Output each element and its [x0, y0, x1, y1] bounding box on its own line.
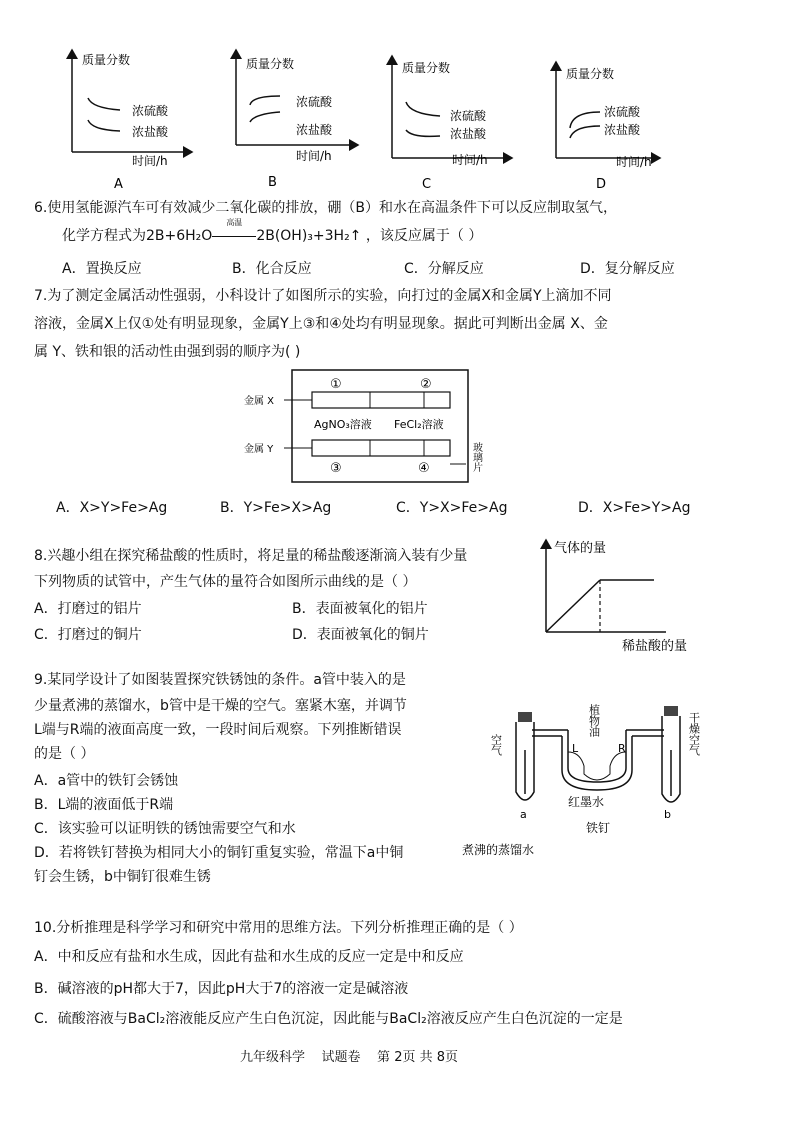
q6-eq-pre: 化学方程式为2B+6H₂O — [62, 228, 213, 244]
q7-sol-2: FeCl₂溶液 — [394, 418, 444, 431]
graph-d-line1: 浓硫酸 — [604, 105, 641, 119]
q6-condition: 高温 — [226, 218, 243, 227]
graph-b-line2: 浓盐酸 — [296, 123, 333, 137]
q9-line4: 的是（ ） — [34, 746, 95, 762]
graph-a-letter: A — [114, 177, 123, 192]
graph-a-line1: 浓硫酸 — [132, 104, 169, 118]
q7-glass: 玻璃片 — [470, 442, 482, 472]
graph-c-line2: 浓盐酸 — [450, 127, 487, 141]
graph-c-xlabel: 时间/h — [452, 153, 488, 167]
q6-eq-arrow — [212, 218, 256, 237]
graph-b-line1: 浓硫酸 — [296, 95, 333, 109]
q9-boiled-water: 煮沸的蒸馏水 — [462, 843, 535, 857]
q6-option-d[interactable]: D．复分解反应 — [580, 261, 675, 277]
q8-option-b[interactable]: B．表面被氧化的铝片 — [292, 601, 428, 617]
q6-eq-post: 2B(OH)₃+3H₂↑ ，该反应属于（ ） — [256, 228, 483, 244]
graph-d — [556, 62, 660, 192]
q10-option-b[interactable]: B．碱溶液的pH都大于7，因此pH大于7的溶液一定是碱溶液 — [34, 981, 409, 997]
q10-option-a[interactable]: A．中和反应有盐和水生成，因此有盐和水生成的反应一定是中和反应 — [34, 949, 464, 965]
q9-option-a[interactable]: A．a管中的铁钉会锈蚀 — [34, 773, 179, 789]
q8-option-c[interactable]: C．打磨过的铜片 — [34, 627, 142, 643]
q8-option-a[interactable]: A．打磨过的铝片 — [34, 601, 142, 617]
graph-a-xlabel: 时间/h — [132, 154, 168, 168]
q7-num-4: ④ — [418, 461, 430, 476]
q6-option-b[interactable]: B．化合反应 — [232, 261, 312, 277]
q7-line2: 溶液，金属X上仅①处有明显现象，金属Y上③和④处均有明显现象。据此可判断出金属 X、金 — [34, 316, 608, 332]
graph-d-ylabel: 质量分数 — [566, 67, 615, 81]
q6-option-c[interactable]: C．分解反应 — [404, 261, 484, 277]
q9-air: 空气 — [489, 734, 503, 756]
q9-line2: 少量煮沸的蒸馏水，b管中是干燥的空气。塞紧木塞，并调节 — [34, 698, 407, 714]
q7-line1: 7.为了测定金属活动性强弱，小科设计了如图所示的实验，向打过的金属X和金属Y上滴加不同 — [34, 288, 612, 304]
q8-option-d[interactable]: D．表面被氧化的铜片 — [292, 627, 429, 643]
graph-c — [392, 56, 512, 192]
q6-line1: 6.使用氢能源汽车可有效减少二氧化碳的排放，硼（B）和水在高温条件下可以反应制取氢气， — [34, 200, 617, 216]
q8-graph — [530, 532, 710, 656]
q8-graph-ylabel: 气体的量 — [554, 541, 607, 556]
q9-red-water: 红墨水 — [568, 795, 605, 809]
graph-d-xlabel: 时间/h — [616, 155, 652, 169]
graph-c-line1: 浓硫酸 — [450, 109, 487, 123]
q6-option-a[interactable]: A．置换反应 — [62, 261, 142, 277]
q7-option-d[interactable]: D．X>Fe>Y>Ag — [578, 500, 691, 516]
q7-metal-y: 金属 Y — [244, 444, 274, 455]
graph-a-ylabel: 质量分数 — [82, 53, 131, 67]
graph-c-ylabel: 质量分数 — [402, 61, 451, 75]
q9-line1: 9.某同学设计了如图装置探究铁锈蚀的条件。a管中装入的是 — [34, 672, 406, 688]
graph-a-line2: 浓盐酸 — [132, 125, 169, 139]
q7-num-2: ② — [420, 377, 432, 392]
graph-d-line2: 浓盐酸 — [604, 123, 641, 137]
q9-L: L — [572, 742, 579, 755]
q7-option-b[interactable]: B．Y>Fe>X>Ag — [220, 500, 332, 516]
q10-option-c[interactable]: C．硫酸溶液与BaCl₂溶液能反应产生白色沉淀，因此能与BaCl₂溶液反应产生白色沉淀的一定是 — [34, 1011, 623, 1027]
q7-sol-1: AgNO₃溶液 — [314, 418, 372, 431]
q8-line2: 下列物质的试管中，产生气体的量符合如图所示曲线的是（ ） — [34, 574, 417, 590]
page-footer: 九年级科学 试题卷 第 2页 共 8页 — [240, 1050, 458, 1065]
q8-graph-xlabel: 稀盐酸的量 — [622, 639, 688, 654]
q9-oil: 植物油 — [587, 704, 601, 737]
q9-b: b — [664, 808, 671, 821]
q9-option-b[interactable]: B．L端的液面低于R端 — [34, 797, 174, 813]
q9-line3: L端与R端的液面高度一致，一段时间后观察。下列推断错误 — [34, 722, 402, 738]
graph-b — [236, 50, 358, 190]
graphs-row — [0, 0, 794, 200]
graph-a — [72, 50, 192, 192]
q8-line1: 8.兴趣小组在探究稀盐酸的性质时，将足量的稀盐酸逐渐滴入装有少量 — [34, 548, 468, 564]
graph-b-letter: B — [268, 175, 277, 190]
graph-b-xlabel: 时间/h — [296, 149, 332, 163]
q9-a: a — [520, 808, 527, 821]
q10-line1: 10.分析推理是科学学习和研究中常用的思维方法。下列分析推理正确的是（ ） — [34, 920, 523, 936]
q9-figure — [462, 690, 740, 866]
q7-figure — [240, 364, 500, 492]
q9-nail: 铁钉 — [586, 821, 611, 835]
q9-dry-air: 干燥空气 — [687, 712, 701, 756]
graph-d-letter: D — [596, 177, 607, 192]
q9-option-d-cont: 钉会生锈，b中铜钉很难生锈 — [34, 869, 211, 885]
graph-b-ylabel: 质量分数 — [246, 57, 295, 71]
q6-line2 — [62, 218, 483, 246]
graph-c-letter: C — [422, 177, 432, 192]
q9-option-c[interactable]: C．该实验可以证明铁的锈蚀需要空气和水 — [34, 821, 296, 837]
q9-option-d[interactable]: D．若将铁钉替换为相同大小的铜钉重复实验，常温下a中铜 — [34, 845, 404, 861]
q7-line3: 属 Y、铁和银的活动性由强到弱的顺序为( ) — [34, 344, 301, 360]
q9-R: R — [618, 742, 626, 755]
q7-num-1: ① — [330, 377, 342, 392]
q7-num-3: ③ — [330, 461, 342, 476]
q7-option-a[interactable]: A．X>Y>Fe>Ag — [56, 500, 168, 516]
q7-option-c[interactable]: C．Y>X>Fe>Ag — [396, 500, 508, 516]
q7-metal-x: 金属 X — [244, 396, 275, 407]
